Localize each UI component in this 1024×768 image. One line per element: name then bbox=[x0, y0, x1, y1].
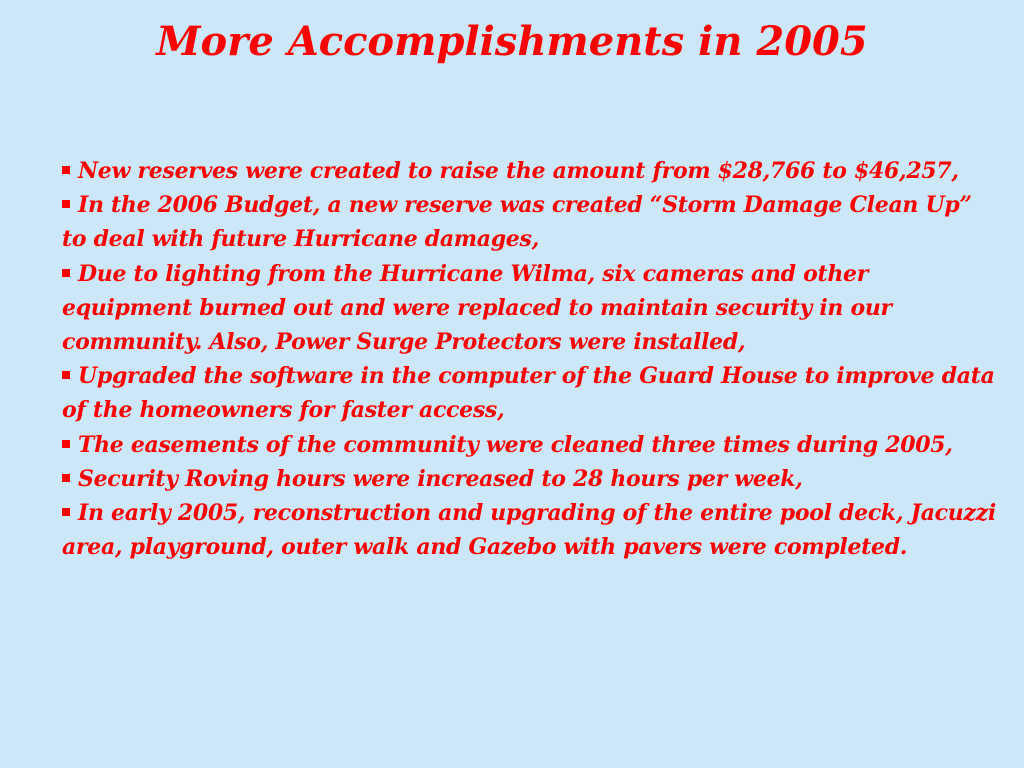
bullet-text: The easements of the community were cleaned three times during 2005, bbox=[78, 431, 953, 458]
bullet-text: In early 2005, reconstruction and upgrading of the entire pool deck, Jacuzzi area, playground, outer walk and Gazebo with pavers were completed. bbox=[62, 500, 996, 561]
slide-title: More Accomplishments in 2005 bbox=[156, 18, 868, 65]
square-bullet-icon bbox=[62, 474, 70, 482]
bullet-text: Upgraded the software in the computer of the Guard House to improve data of the homeowners for faster access, bbox=[62, 363, 995, 424]
square-bullet-icon bbox=[62, 166, 70, 174]
bullet-text: Due to lighting from the Hurricane Wilma, six cameras and other equipment burned out and were replaced to maintain security in our community. Also, Power Surge Protectors were installed, bbox=[62, 260, 892, 356]
list-item bbox=[62, 462, 1002, 496]
bullet-text: In the 2006 Budget, a new reserve was created “Storm Damage Clean Up” to deal with future Hurricane damages, bbox=[62, 192, 972, 253]
list-item bbox=[62, 257, 1002, 360]
square-bullet-icon bbox=[62, 200, 70, 208]
list-item bbox=[62, 496, 1002, 564]
list-item bbox=[62, 154, 1002, 188]
list-item bbox=[62, 188, 1002, 256]
bullet-text: Security Roving hours were increased to 28 hours per week, bbox=[78, 465, 803, 492]
square-bullet-icon bbox=[62, 269, 70, 277]
square-bullet-icon bbox=[62, 371, 70, 379]
bullet-list bbox=[62, 154, 1002, 564]
square-bullet-icon bbox=[62, 508, 70, 516]
list-item bbox=[62, 359, 1002, 427]
square-bullet-icon bbox=[62, 440, 70, 448]
list-item bbox=[62, 428, 1002, 462]
bullet-text: New reserves were created to raise the amount from $28,766 to $46,257, bbox=[78, 158, 959, 184]
